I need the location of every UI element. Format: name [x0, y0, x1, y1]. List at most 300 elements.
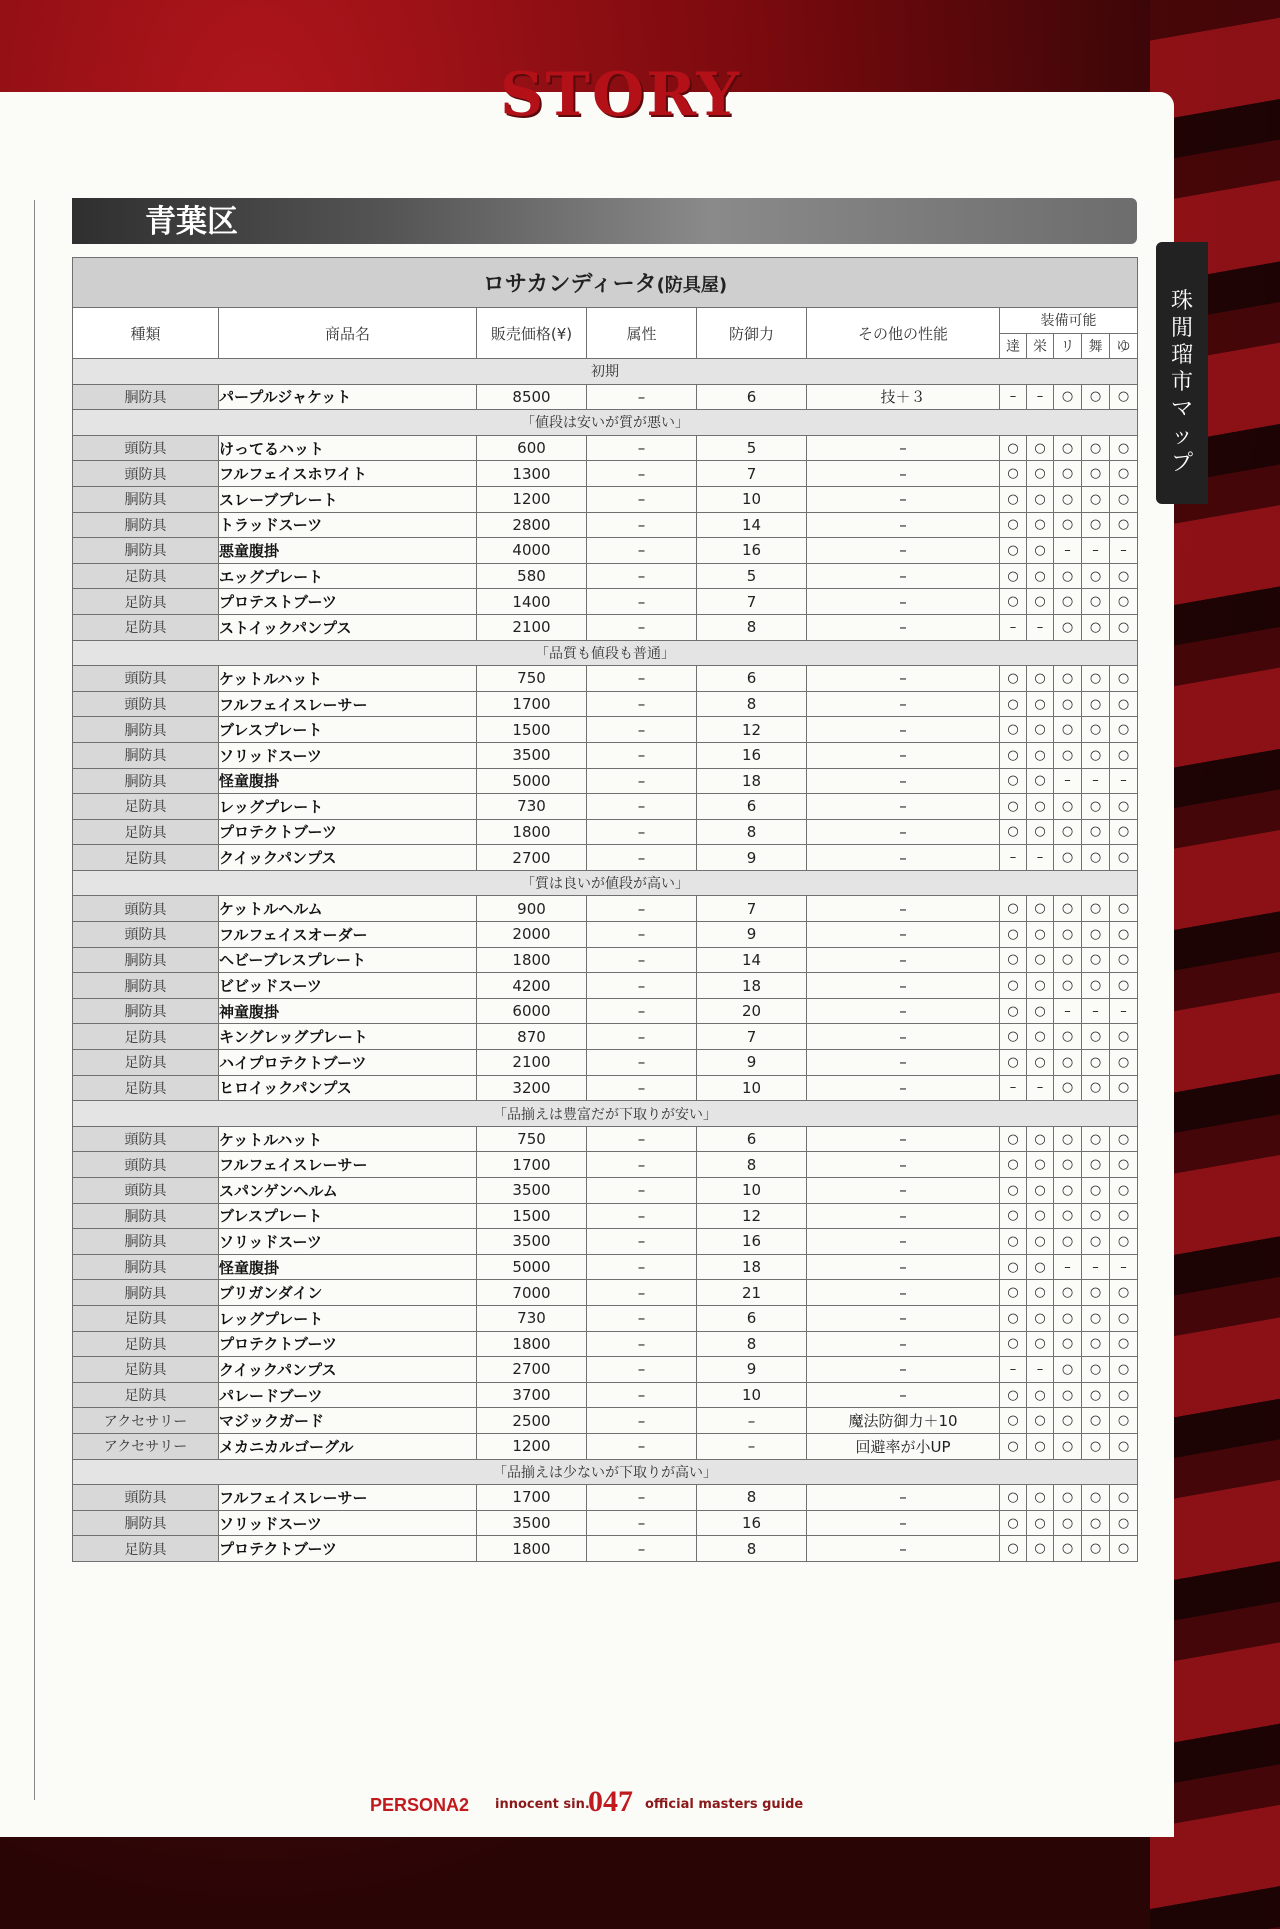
equip-mark: ○ [1110, 1024, 1138, 1050]
equip-mark: – [1054, 998, 1082, 1024]
equip-mark: ○ [1054, 1485, 1082, 1511]
equip-mark: ○ [1027, 1433, 1054, 1459]
item-price: 730 [477, 794, 587, 820]
item-name: パープルジャケット [219, 384, 477, 410]
equip-mark: ○ [1054, 1024, 1082, 1050]
equip-mark: ○ [1000, 717, 1027, 743]
equip-mark: ○ [1027, 794, 1054, 820]
item-attribute: – [587, 461, 697, 487]
item-other: – [807, 768, 1000, 794]
item-price: 750 [477, 666, 587, 692]
item-type: 頭防具 [73, 896, 219, 922]
item-other: – [807, 1126, 1000, 1152]
equip-mark: ○ [1110, 819, 1138, 845]
equip-mark: ○ [1082, 1382, 1110, 1408]
item-other: – [807, 1050, 1000, 1076]
section-title: 青葉区 [145, 204, 238, 240]
item-name: レッグプレート [219, 1305, 477, 1331]
equip-mark: ○ [1054, 896, 1082, 922]
equip-mark: ○ [1054, 717, 1082, 743]
item-name: 怪童腹掛 [219, 1254, 477, 1280]
item-defense: 14 [697, 512, 807, 538]
equip-mark: ○ [1082, 1433, 1110, 1459]
item-attribute: – [587, 1485, 697, 1511]
item-name: フルフェイスレーサー [219, 1485, 477, 1511]
item-defense: 8 [697, 1331, 807, 1357]
footer-subtitle: innocent sin. [495, 1797, 590, 1812]
item-attribute: – [587, 1075, 697, 1101]
equip-mark: ○ [1082, 666, 1110, 692]
equip-mark: ○ [1000, 486, 1027, 512]
equip-mark: – [1082, 538, 1110, 564]
item-name: ブリガンダイン [219, 1280, 477, 1306]
shop-name: ロサカンディータ [482, 272, 657, 297]
equip-mark: ○ [1027, 896, 1054, 922]
table-row [73, 1178, 1138, 1204]
item-other: – [807, 1382, 1000, 1408]
item-type: 頭防具 [73, 1126, 219, 1152]
item-price: 1800 [477, 947, 587, 973]
item-type: 足防具 [73, 1357, 219, 1383]
item-type: アクセサリー [73, 1433, 219, 1459]
equip-mark: ○ [1110, 1152, 1138, 1178]
table-row [73, 666, 1138, 692]
header-char: 舞 [1082, 333, 1110, 359]
equip-mark: ○ [1082, 742, 1110, 768]
equip-mark: ○ [1110, 1178, 1138, 1204]
equip-mark: – [1000, 1075, 1027, 1101]
item-price: 870 [477, 1024, 587, 1050]
item-attribute: – [587, 435, 697, 461]
item-price: 2800 [477, 512, 587, 538]
item-name: ケットルハット [219, 666, 477, 692]
equip-mark: ○ [1027, 1382, 1054, 1408]
item-type: 胴防具 [73, 768, 219, 794]
item-type: アクセサリー [73, 1408, 219, 1434]
table-row [73, 973, 1138, 999]
item-price: 580 [477, 563, 587, 589]
header-char: リ [1054, 333, 1082, 359]
item-name: ハイプロテクトブーツ [219, 1050, 477, 1076]
item-price: 1500 [477, 1203, 587, 1229]
equip-mark: – [1027, 845, 1054, 871]
item-defense: 6 [697, 794, 807, 820]
equip-mark: – [1000, 1357, 1027, 1383]
item-attribute: – [587, 922, 697, 948]
equip-mark: ○ [1054, 1305, 1082, 1331]
item-defense: 6 [697, 1126, 807, 1152]
shop-subtitle: (防具屋) [656, 275, 728, 296]
item-attribute: – [587, 1331, 697, 1357]
equip-mark: ○ [1082, 1357, 1110, 1383]
equip-mark: ○ [1082, 1203, 1110, 1229]
equip-mark: ○ [1110, 794, 1138, 820]
item-attribute: – [587, 973, 697, 999]
item-attribute: – [587, 666, 697, 692]
item-price: 2100 [477, 1050, 587, 1076]
equip-mark: ○ [1110, 614, 1138, 640]
item-other: – [807, 998, 1000, 1024]
equip-mark: ○ [1000, 1280, 1027, 1306]
group-label: 「品揃えは豊富だが下取りが安い」 [73, 1101, 1138, 1127]
equip-mark: ○ [1082, 1152, 1110, 1178]
table-row [73, 819, 1138, 845]
item-attribute: – [587, 717, 697, 743]
item-price: 1700 [477, 1485, 587, 1511]
item-type: 胴防具 [73, 717, 219, 743]
header-type: 種類 [73, 308, 219, 359]
equip-mark: ○ [1000, 998, 1027, 1024]
group-row [73, 870, 1138, 896]
equip-mark: ○ [1027, 1050, 1054, 1076]
equip-mark: ○ [1110, 1536, 1138, 1562]
item-defense: 21 [697, 1280, 807, 1306]
item-attribute: – [587, 1229, 697, 1255]
equip-mark: ○ [1110, 896, 1138, 922]
equip-mark: ○ [1110, 717, 1138, 743]
header-char: 達 [1000, 333, 1027, 359]
equip-mark: ○ [1000, 947, 1027, 973]
group-label: 「値段は安いが質が悪い」 [73, 410, 1138, 436]
item-other: – [807, 742, 1000, 768]
item-other: – [807, 1024, 1000, 1050]
equip-mark: ○ [1054, 1433, 1082, 1459]
item-other: – [807, 538, 1000, 564]
equip-mark: ○ [1082, 973, 1110, 999]
item-other: – [807, 1357, 1000, 1383]
item-attribute: – [587, 1126, 697, 1152]
equip-mark: – [1110, 538, 1138, 564]
item-type: 足防具 [73, 563, 219, 589]
group-label: 「品質も値段も普通」 [73, 640, 1138, 666]
equip-mark: – [1000, 845, 1027, 871]
equip-mark: ○ [1054, 1382, 1082, 1408]
equip-mark: ○ [1000, 1510, 1027, 1536]
footer-guide: official masters guide [645, 1797, 804, 1812]
table-row [73, 922, 1138, 948]
item-defense: 8 [697, 1152, 807, 1178]
table-row [73, 435, 1138, 461]
item-type: 足防具 [73, 1305, 219, 1331]
equip-mark: ○ [1054, 1229, 1082, 1255]
item-defense: 9 [697, 1357, 807, 1383]
item-defense: 8 [697, 614, 807, 640]
equip-mark: ○ [1027, 691, 1054, 717]
equip-mark: ○ [1082, 589, 1110, 615]
item-price: 1200 [477, 486, 587, 512]
equip-mark: ○ [1027, 1229, 1054, 1255]
equip-mark: ○ [1054, 563, 1082, 589]
equip-mark: ○ [1054, 1510, 1082, 1536]
left-rule [34, 200, 35, 1800]
item-other: – [807, 1075, 1000, 1101]
item-defense: 12 [697, 1203, 807, 1229]
equip-mark: ○ [1110, 589, 1138, 615]
item-price: 2100 [477, 614, 587, 640]
equip-mark: ○ [1027, 768, 1054, 794]
equip-mark: ○ [1054, 589, 1082, 615]
equip-mark: ○ [1027, 1254, 1054, 1280]
equip-mark: ○ [1000, 589, 1027, 615]
item-type: 胴防具 [73, 384, 219, 410]
item-attribute: – [587, 538, 697, 564]
item-defense: 9 [697, 845, 807, 871]
item-other: – [807, 845, 1000, 871]
equip-mark: ○ [1027, 717, 1054, 743]
equip-mark: – [1110, 998, 1138, 1024]
item-type: 足防具 [73, 1024, 219, 1050]
item-name: 怪童腹掛 [219, 768, 477, 794]
item-other: 回避率が小UP [807, 1433, 1000, 1459]
item-attribute: – [587, 768, 697, 794]
item-type: 胴防具 [73, 947, 219, 973]
equip-mark: ○ [1054, 1280, 1082, 1306]
item-name: ソリッドスーツ [219, 742, 477, 768]
item-defense: 18 [697, 1254, 807, 1280]
equip-mark: ○ [1027, 998, 1054, 1024]
table-row [73, 1280, 1138, 1306]
equip-mark: ○ [1110, 973, 1138, 999]
equip-mark: ○ [1110, 1050, 1138, 1076]
item-type: 胴防具 [73, 1280, 219, 1306]
equip-mark: ○ [1082, 1510, 1110, 1536]
header-other: その他の性能 [807, 308, 1000, 359]
equip-mark: – [1027, 614, 1054, 640]
equip-mark: ○ [1027, 1331, 1054, 1357]
equip-mark: ○ [1110, 922, 1138, 948]
equip-mark: ○ [1054, 1408, 1082, 1434]
equip-mark: ○ [1000, 794, 1027, 820]
item-attribute: – [587, 563, 697, 589]
item-name: ビビッドスーツ [219, 973, 477, 999]
item-other: 魔法防御力＋10 [807, 1408, 1000, 1434]
item-type: 胴防具 [73, 486, 219, 512]
item-other: – [807, 1178, 1000, 1204]
item-name: プロテストブーツ [219, 589, 477, 615]
table-row [73, 1305, 1138, 1331]
table-row [73, 512, 1138, 538]
equip-mark: ○ [1110, 947, 1138, 973]
item-type: 足防具 [73, 589, 219, 615]
item-defense: 8 [697, 691, 807, 717]
item-name: けってるハット [219, 435, 477, 461]
item-attribute: – [587, 1357, 697, 1383]
equip-mark: ○ [1027, 1536, 1054, 1562]
equip-mark: – [1000, 614, 1027, 640]
item-attribute: – [587, 794, 697, 820]
equip-mark: ○ [1054, 512, 1082, 538]
equip-mark: ○ [1054, 691, 1082, 717]
equip-mark: ○ [1054, 486, 1082, 512]
equip-mark: ○ [1054, 922, 1082, 948]
item-attribute: – [587, 742, 697, 768]
item-price: 3700 [477, 1382, 587, 1408]
item-defense: 14 [697, 947, 807, 973]
item-attribute: – [587, 1408, 697, 1434]
table-row [73, 845, 1138, 871]
equip-mark: – [1000, 384, 1027, 410]
equip-mark: ○ [1054, 461, 1082, 487]
equip-mark: ○ [1110, 1433, 1138, 1459]
equip-mark: ○ [1054, 845, 1082, 871]
equip-mark: ○ [1027, 742, 1054, 768]
equip-mark: ○ [1110, 1331, 1138, 1357]
item-other: – [807, 589, 1000, 615]
table-row [73, 742, 1138, 768]
equip-mark: ○ [1000, 1305, 1027, 1331]
equip-mark: ○ [1000, 1126, 1027, 1152]
equip-mark: ○ [1082, 819, 1110, 845]
header-price: 販売価格(¥) [477, 308, 587, 359]
equip-mark: ○ [1110, 563, 1138, 589]
item-type: 頭防具 [73, 1485, 219, 1511]
equip-mark: ○ [1082, 845, 1110, 871]
item-other: – [807, 461, 1000, 487]
table-row [73, 1510, 1138, 1536]
item-defense: 8 [697, 1485, 807, 1511]
equip-mark: – [1054, 1254, 1082, 1280]
equip-mark: ○ [1000, 1152, 1027, 1178]
equip-mark: ○ [1000, 563, 1027, 589]
item-name: フルフェイスレーサー [219, 691, 477, 717]
equip-mark: ○ [1082, 461, 1110, 487]
item-type: 頭防具 [73, 691, 219, 717]
item-other: – [807, 666, 1000, 692]
equip-mark: ○ [1054, 666, 1082, 692]
page-number: 047 [588, 1785, 633, 1818]
item-other: – [807, 563, 1000, 589]
item-defense: 8 [697, 1536, 807, 1562]
item-attribute: – [587, 1382, 697, 1408]
equip-mark: ○ [1110, 384, 1138, 410]
equip-mark: ○ [1027, 947, 1054, 973]
item-price: 7000 [477, 1280, 587, 1306]
equip-mark: ○ [1000, 922, 1027, 948]
equip-mark: ○ [1082, 717, 1110, 743]
item-name: 神童腹掛 [219, 998, 477, 1024]
equip-mark: ○ [1082, 896, 1110, 922]
equip-mark: ○ [1000, 1433, 1027, 1459]
item-attribute: – [587, 1024, 697, 1050]
item-attribute: – [587, 1536, 697, 1562]
item-defense: 7 [697, 896, 807, 922]
item-price: 3500 [477, 1178, 587, 1204]
equip-mark: ○ [1027, 589, 1054, 615]
equip-mark: ○ [1110, 742, 1138, 768]
equip-mark: ○ [1110, 1510, 1138, 1536]
shop-table [72, 257, 1138, 1562]
equip-mark: ○ [1110, 1280, 1138, 1306]
equip-mark: ○ [1054, 1050, 1082, 1076]
equip-mark: ○ [1054, 1203, 1082, 1229]
equip-mark: ○ [1082, 1050, 1110, 1076]
item-price: 6000 [477, 998, 587, 1024]
equip-mark: ○ [1027, 819, 1054, 845]
item-type: 頭防具 [73, 922, 219, 948]
equip-mark: – [1054, 538, 1082, 564]
item-price: 2700 [477, 1357, 587, 1383]
equip-mark: ○ [1000, 1536, 1027, 1562]
equip-mark: ○ [1082, 1024, 1110, 1050]
item-other: – [807, 947, 1000, 973]
group-row [73, 1101, 1138, 1127]
item-price: 3500 [477, 1229, 587, 1255]
item-name: 悪童腹掛 [219, 538, 477, 564]
item-price: 5000 [477, 1254, 587, 1280]
equip-mark: ○ [1082, 1126, 1110, 1152]
equip-mark: ○ [1110, 1485, 1138, 1511]
item-defense: – [697, 1408, 807, 1434]
item-type: 足防具 [73, 845, 219, 871]
header-equip: 装備可能 [1000, 308, 1138, 334]
item-type: 胴防具 [73, 1229, 219, 1255]
item-name: マジックガード [219, 1408, 477, 1434]
item-attribute: – [587, 1280, 697, 1306]
item-type: 頭防具 [73, 435, 219, 461]
item-name: スパンゲンヘルム [219, 1178, 477, 1204]
equip-mark: ○ [1027, 1305, 1054, 1331]
equip-mark: ○ [1027, 512, 1054, 538]
table-row [73, 1254, 1138, 1280]
equip-mark: ○ [1000, 819, 1027, 845]
item-defense: 6 [697, 384, 807, 410]
equip-mark: – [1054, 768, 1082, 794]
item-name: クイックパンプス [219, 1357, 477, 1383]
equip-mark: ○ [1000, 691, 1027, 717]
item-attribute: – [587, 1305, 697, 1331]
equip-mark: ○ [1027, 461, 1054, 487]
item-name: ブレスプレート [219, 1203, 477, 1229]
item-price: 8500 [477, 384, 587, 410]
equip-mark: ○ [1000, 742, 1027, 768]
item-other: – [807, 922, 1000, 948]
item-type: 頭防具 [73, 461, 219, 487]
item-defense: 16 [697, 1229, 807, 1255]
equip-mark: ○ [1082, 794, 1110, 820]
table-row [73, 998, 1138, 1024]
item-name: トラッドスーツ [219, 512, 477, 538]
equip-mark: ○ [1000, 512, 1027, 538]
item-attribute: – [587, 1152, 697, 1178]
equip-mark: ○ [1000, 1229, 1027, 1255]
item-name: プロテクトブーツ [219, 819, 477, 845]
item-name: ブレスプレート [219, 717, 477, 743]
equip-mark: ○ [1054, 435, 1082, 461]
equip-mark: ○ [1054, 794, 1082, 820]
equip-mark: – [1027, 1357, 1054, 1383]
equip-mark: ○ [1000, 1024, 1027, 1050]
item-price: 4000 [477, 538, 587, 564]
table-row [73, 1433, 1138, 1459]
table-row [73, 794, 1138, 820]
item-name: フルフェイスレーサー [219, 1152, 477, 1178]
item-attribute: – [587, 998, 697, 1024]
item-price: 750 [477, 1126, 587, 1152]
item-defense: 10 [697, 486, 807, 512]
equip-mark: ○ [1054, 1357, 1082, 1383]
item-price: 1700 [477, 1152, 587, 1178]
item-price: 1800 [477, 1536, 587, 1562]
equip-mark: ○ [1000, 896, 1027, 922]
item-attribute: – [587, 845, 697, 871]
equip-mark: ○ [1054, 384, 1082, 410]
equip-mark: ○ [1082, 1280, 1110, 1306]
equip-mark: ○ [1082, 486, 1110, 512]
item-name: ソリッドスーツ [219, 1510, 477, 1536]
item-defense: 16 [697, 538, 807, 564]
equip-mark: ○ [1027, 1408, 1054, 1434]
equip-mark: ○ [1110, 512, 1138, 538]
